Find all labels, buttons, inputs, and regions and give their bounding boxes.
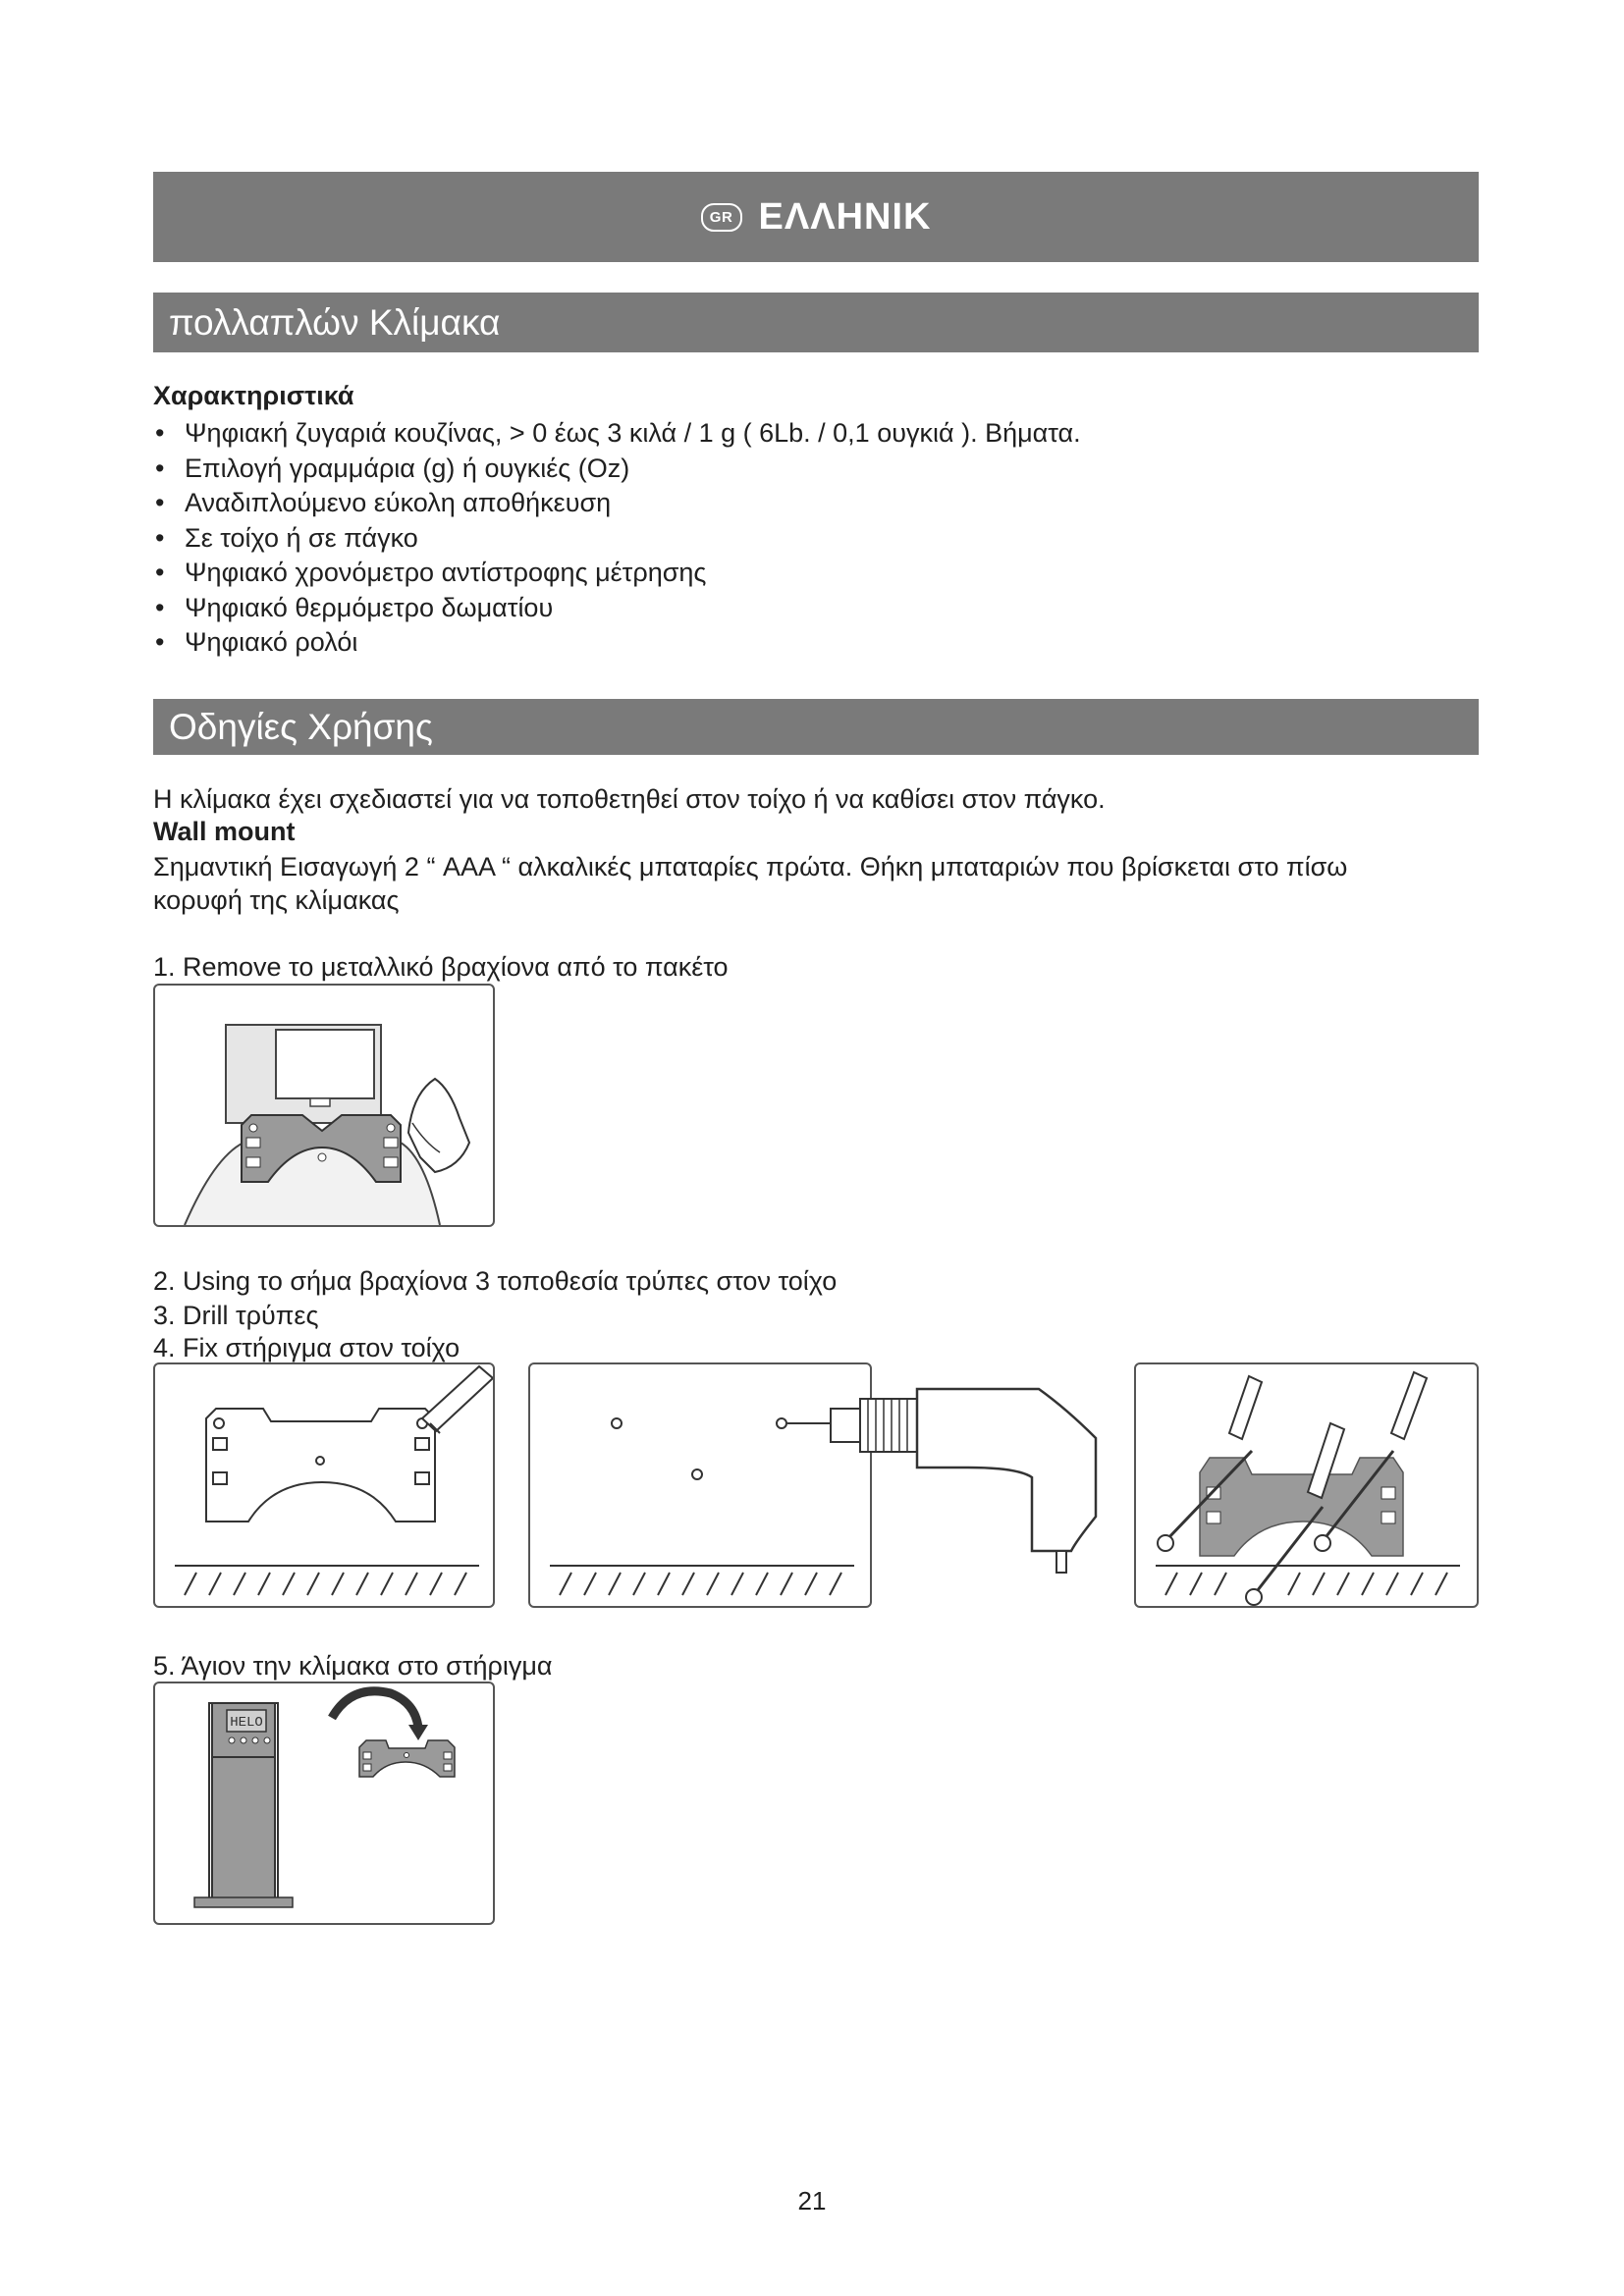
instructions-title-bar xyxy=(153,699,1479,755)
figure-mark-holes xyxy=(153,1362,495,1608)
figure-remove-bracket xyxy=(153,984,495,1227)
wall-mount-label: Wall mount xyxy=(153,817,296,846)
list-item: • Ψηφιακή ζυγαριά κουζίνας, > 0 έως 3 κιλά / 1 g ( 6Lb. / 0,1 ουγκιά ). Βήματα. xyxy=(155,418,1081,448)
step-4-text: 4. Fix στήριγμα στον τοίχο xyxy=(153,1333,460,1362)
product-title-bar xyxy=(153,293,1479,352)
instructions-intro: Η κλίμακα έχει σχεδιαστεί για να τοποθετηθεί στον τοίχο ή να καθίσει στον πάγκο. xyxy=(153,784,1106,814)
step-5-text: 5. Άγιον την κλίμακα στο στήριγμα xyxy=(153,1651,553,1681)
battery-note-line2: κορυφή της κλίμακας xyxy=(153,885,400,915)
list-item: • Σε τοίχο ή σε πάγκο xyxy=(155,522,418,553)
list-item: • Επιλογή γραμμάρια (g) ή ουγκιές (Oz) xyxy=(155,453,630,483)
language-title: ΕΛΛΗΝΙΚ xyxy=(758,195,932,238)
instructions-heading: Οδηγίες Χρήσης xyxy=(169,706,433,747)
figure-fix-bracket xyxy=(1134,1362,1479,1608)
features-list xyxy=(153,416,1081,661)
step-3-text: 3. Drill τρύπες xyxy=(153,1301,319,1330)
language-banner xyxy=(153,172,1479,262)
language-code-badge: GR xyxy=(701,203,742,232)
list-item: • Ψηφιακό ρολόι xyxy=(155,627,358,657)
list-item: • Αναδιπλούμενο εύκολη αποθήκευση xyxy=(155,488,612,517)
list-item: • Ψηφιακό χρονόμετρο αντίστροφης μέτρησης xyxy=(155,558,707,587)
step-1-text: 1. Remove το μεταλλικό βραχίονα από το πακέτο xyxy=(153,952,729,982)
scale-display-text: HELO xyxy=(230,1715,263,1731)
page-number: 21 xyxy=(797,2186,827,2216)
features-heading: Χαρακτηριστικά xyxy=(153,381,354,410)
step-2-text: 2. Using το σήμα βραχίονα 3 τοποθεσία τρύπες στον τοίχο xyxy=(153,1266,838,1296)
battery-note-line1: Σημαντική Εισαγωγή 2 “ AAA “ αλκαλικές μπαταρίες πρώτα. Θήκη μπαταριών που βρίσκεται στο πίσω xyxy=(153,852,1348,881)
list-item: • Ψηφιακό θερμόμετρο δωματίου xyxy=(155,592,554,622)
product-title: πολλαπλών Κλίμακα xyxy=(169,301,501,343)
figure-hang-scale xyxy=(153,1682,495,1925)
drill-illustration xyxy=(821,1369,1115,1580)
